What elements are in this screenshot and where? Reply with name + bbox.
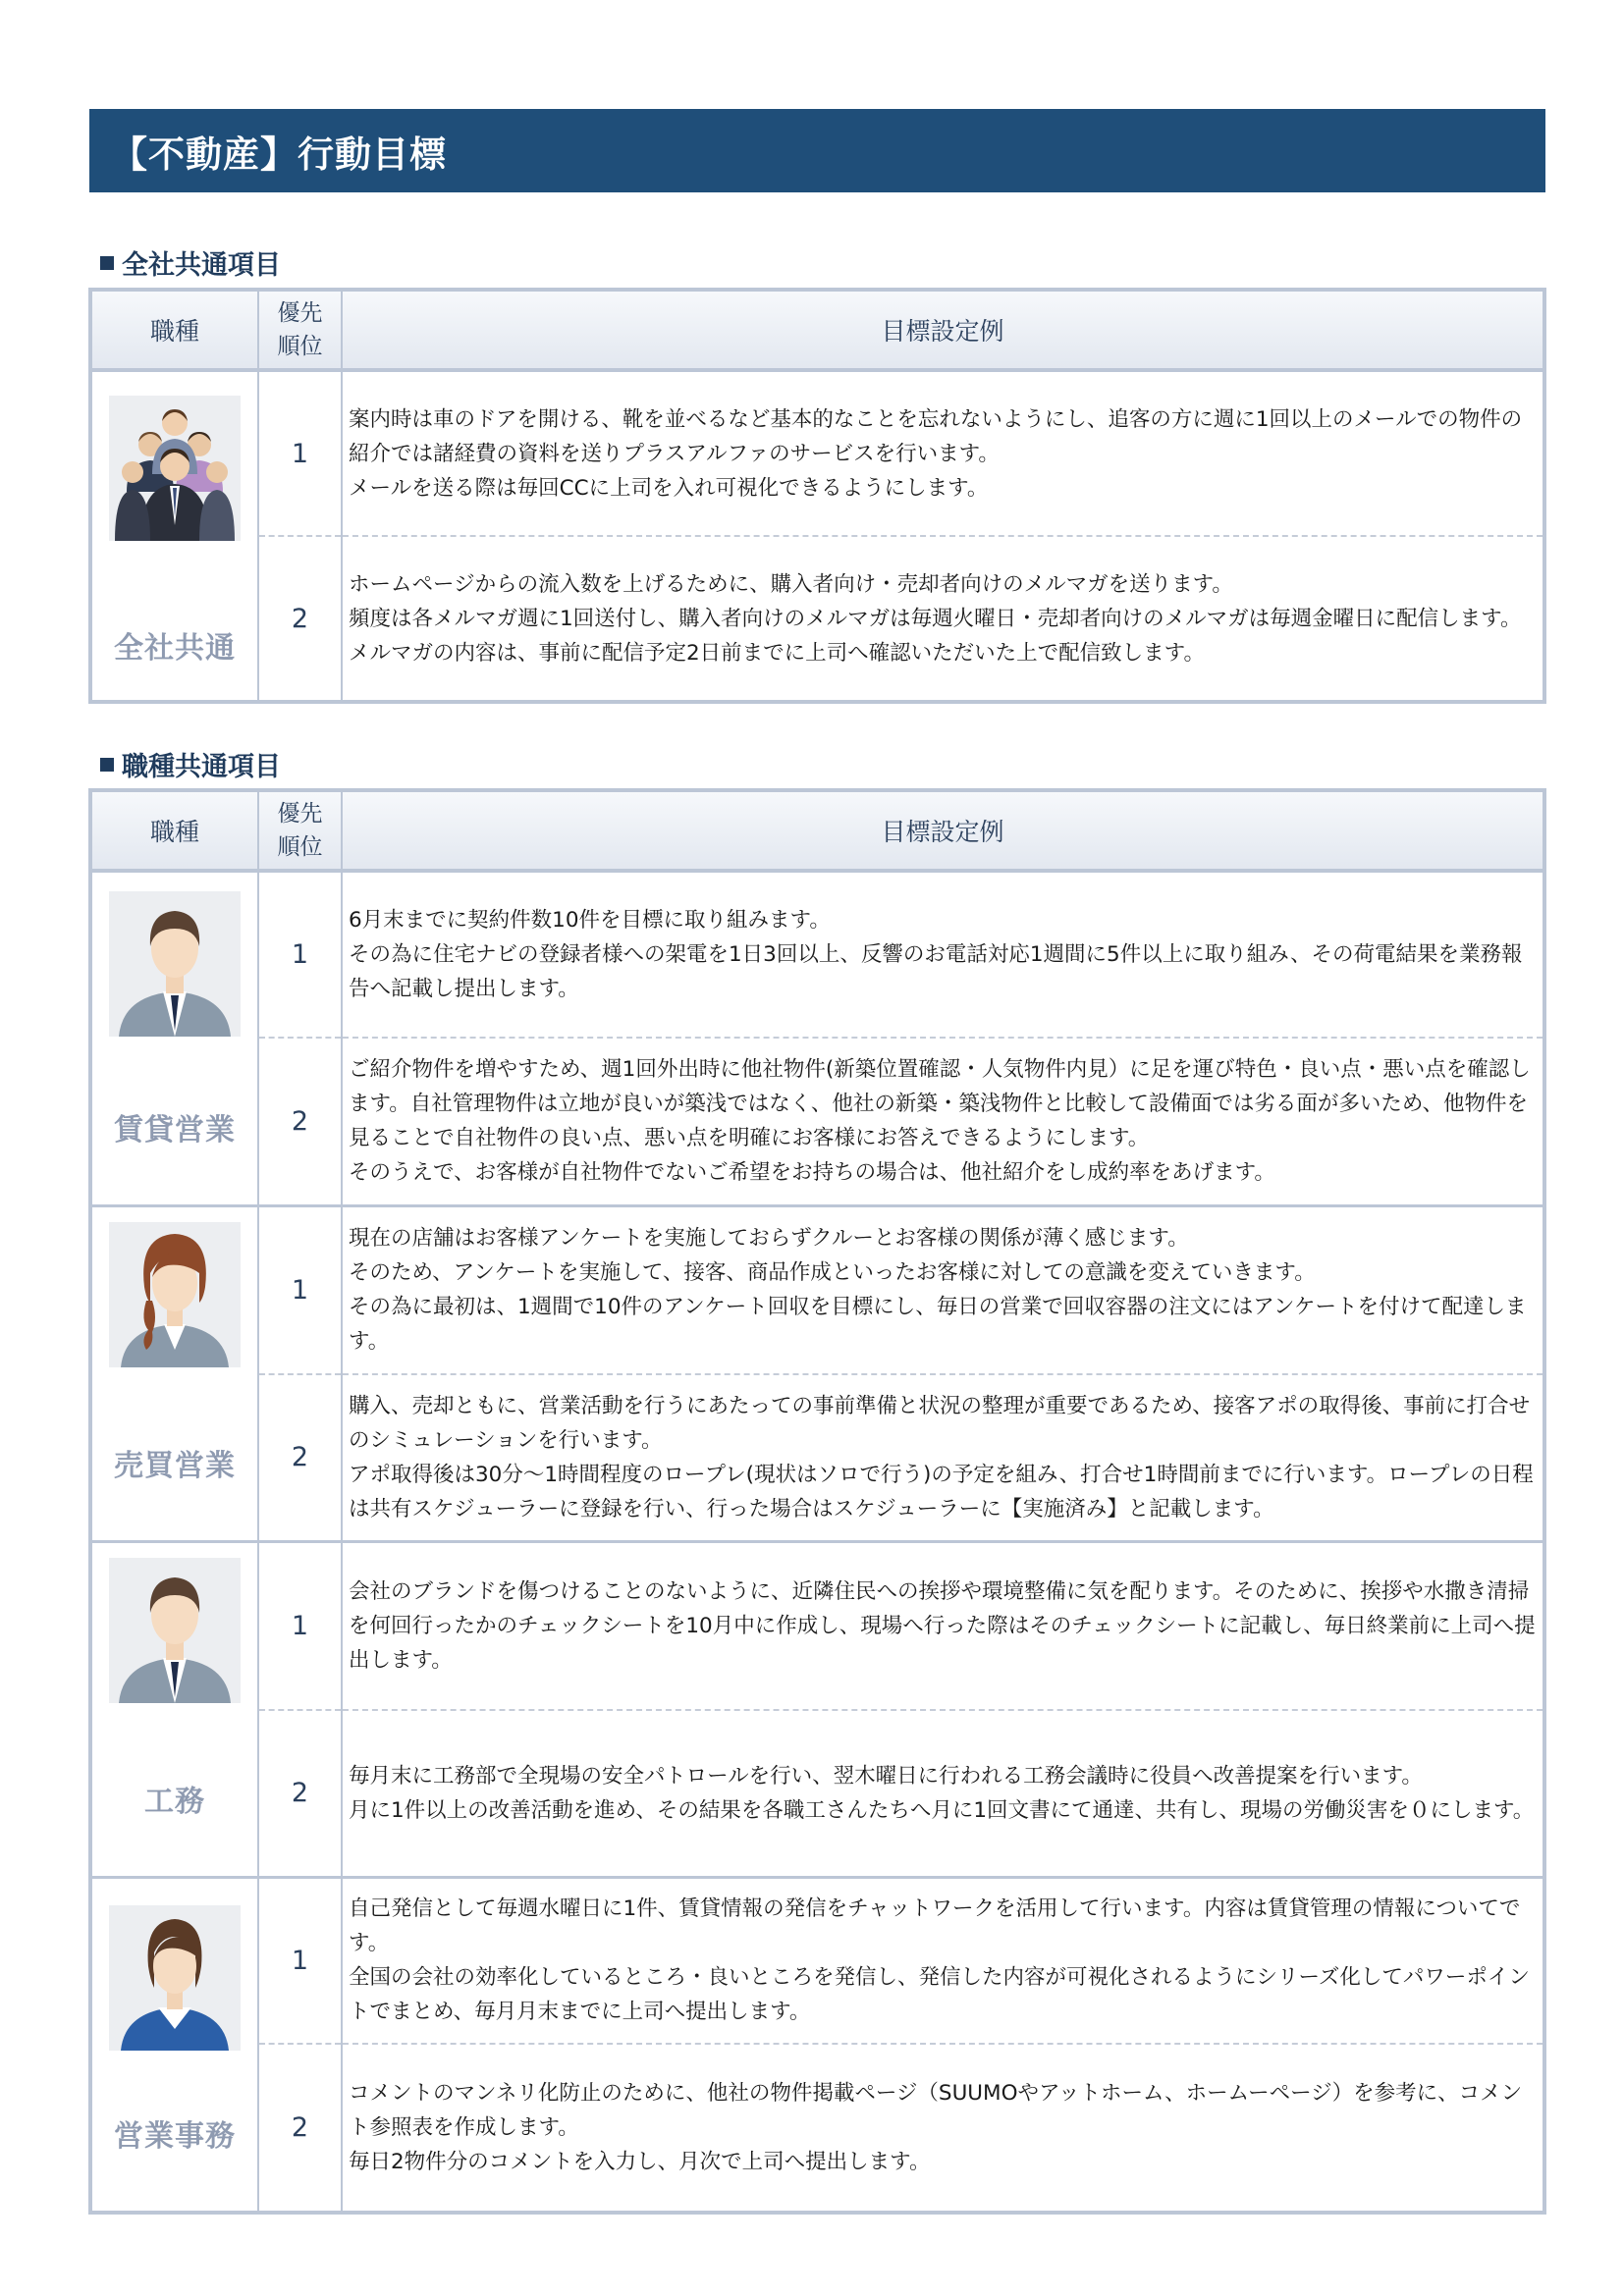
female-employee-icon <box>109 1222 241 1367</box>
role-label: 賃貸営業 <box>114 1113 236 1148</box>
role-label: 営業事務 <box>114 2119 236 2154</box>
role-cell <box>90 871 258 1206</box>
section-heading-company: 全社共通項目 <box>100 243 281 282</box>
priority-number: 1 <box>258 1542 342 1710</box>
male-employee-icon <box>109 891 241 1037</box>
priority-number: 2 <box>258 1710 342 1878</box>
group-people-icon <box>109 396 241 541</box>
goal-text: コメントのマンネリ化防止のために、他社の物件掲載ページ（SUUMOやアットホーム、ホームーページ）を参考に、コメント参照表を作成します。 毎日2物件分のコメントを入力し、月次で上司へ提出します。 <box>349 2080 1523 2174</box>
goal-text: 自己発信として毎週水曜日に1件、賃貸情報の発信をチャットワークを活用して行います。内容は賃貸管理の情報についてです。 全国の会社の効率化しているところ・良いところを発信し、発信した内容が可視化されるようにシリーズ化してパワーポイントでまとめ、毎月月末までに上司へ提出します。 <box>342 1878 1544 2044</box>
goal-text: ご紹介物件を増やすため、週1回外出時に他社物件(新築位置確認・人気物件内見）に足を運び特色・良い点・悪い点を確認します。自社管理物件は立地が良いが築浅ではなく、他社の新築・築浅物件と比較して設備面では劣る面が多いため、他物件を見ることで自社物件の良い点、悪い点を明確にお客様にお答えできるようにします。 そのうえで、お客様が自社物件でないご希望をお持ちの場合は、他社紹介をし成約率をあげます。 <box>342 1038 1544 1206</box>
priority-number: 2 <box>258 1374 342 1542</box>
male-employee-icon <box>109 1558 241 1703</box>
header-priority: 優先 順位 <box>258 290 342 370</box>
header-role: 職種 <box>90 290 258 370</box>
table-row <box>90 370 1544 536</box>
page-title-bar <box>89 109 1545 192</box>
table-row <box>90 1206 1544 1374</box>
role-label: 売買営業 <box>114 1449 236 1483</box>
page-title: 【不動産】行動目標 <box>111 133 447 176</box>
goal-text: 現在の店舗はお客様アンケートを実施しておらずクルーとお客様の関係が薄く感じます。 そのため、アンケートを実施して、接客、商品作成といったお客様に対しての意識を変えていきます。 その為に最初は、1週間で10件のアンケート回収を目標にし、毎日の営業で回収容器の注文にはアンケートを付けて配達します。 <box>342 1206 1544 1374</box>
role-cell <box>90 1542 258 1878</box>
role-label: 工務 <box>144 1785 205 1819</box>
table-header-row <box>90 290 1544 370</box>
table-row <box>90 1710 1544 1878</box>
header-priority: 優先 順位 <box>258 790 342 871</box>
table-row <box>90 1374 1544 1542</box>
role-cell <box>90 1878 258 2214</box>
table-row <box>90 536 1544 702</box>
priority-number: 2 <box>258 1038 342 1206</box>
role-cell <box>90 370 258 702</box>
female-office-worker-icon <box>109 1905 241 2051</box>
role-cell <box>90 1206 258 1542</box>
table-header-row <box>90 790 1544 871</box>
square-bullet-icon <box>100 758 114 772</box>
header-goal: 目標設定例 <box>342 790 1544 871</box>
goal-text: 購入、売却ともに、営業活動を行うにあたっての事前準備と状況の整理が重要であるため、接客アポの取得後、事前に打合せのシミュレーションを行います。 アポ取得後は30分～1時間程度のロープレ(現状はソロで行う)の予定を組み、打合せ1時間前までに行います。ロープレの日程は共有スケジューラーに登録を行い、行った場合はスケジューラーに【実施済み】と記載します。 <box>342 1374 1544 1542</box>
job-goals-table <box>88 788 1546 2215</box>
square-bullet-icon <box>100 256 114 270</box>
table-row <box>90 2044 1544 2213</box>
priority-number: 1 <box>258 1878 342 2044</box>
goal-text: 案内時は車のドアを開ける、靴を並べるなど基本的なことを忘れないようにし、追客の方に週に1回以上のメールでの物件の紹介では諸経費の資料を送りプラスアルファのサービスを行います。 メールを送る際は毎回CCに上司を入れ可視化できるようにします。 <box>342 370 1544 536</box>
priority-number: 1 <box>258 871 342 1038</box>
goal-text: ホームページからの流入数を上げるために、購入者向け・売却者向けのメルマガを送ります。 頻度は各メルマガ週に1回送付し、購入者向けのメルマガは毎週火曜日・売却者向けのメルマガは毎週金曜日に配信します。メルマガの内容は、事前に配信予定2日前までに上司へ確認いただいた上で配信致します。 <box>349 571 1522 666</box>
priority-number: 2 <box>258 536 342 702</box>
goal-text: 会社のブランドを傷つけることのないように、近隣住民への挨拶や環境整備に気を配ります。そのために、挨拶や水撒き清掃を何回行ったかのチェックシートを10月中に作成し、現場へ行った際はそのチェックシートに記載し、毎日終業前に上司へ提出します。 <box>342 1542 1544 1710</box>
table-row <box>90 871 1544 1038</box>
header-goal: 目標設定例 <box>342 290 1544 370</box>
table-row <box>90 1878 1544 2044</box>
priority-number: 1 <box>258 370 342 536</box>
priority-number: 2 <box>258 2044 342 2213</box>
goal-text: 6月末までに契約件数10件を目標に取り組みます。 その為に住宅ナビの登録者様への架電を1日3回以上、反響のお電話対応1週間に5件以上に取り組み、その荷電結果を業務報告へ記載し提出します。 <box>342 871 1544 1038</box>
section-heading-job: 職種共通項目 <box>100 745 281 783</box>
table-row <box>90 1038 1544 1206</box>
goal-text: 毎月末に工務部で全現場の安全パトロールを行い、翌木曜日に行われる工務会議時に役員へ改善提案を行います。 月に1件以上の改善活動を進め、その結果を各職工さんたちへ月に1回文書にて通達、共有し、現場の労働災害を０にします。 <box>342 1710 1544 1878</box>
priority-number: 1 <box>258 1206 342 1374</box>
header-role: 職種 <box>90 790 258 871</box>
table-row <box>90 1542 1544 1710</box>
role-label: 全社共通 <box>114 631 236 666</box>
company-goals-table <box>88 288 1546 704</box>
